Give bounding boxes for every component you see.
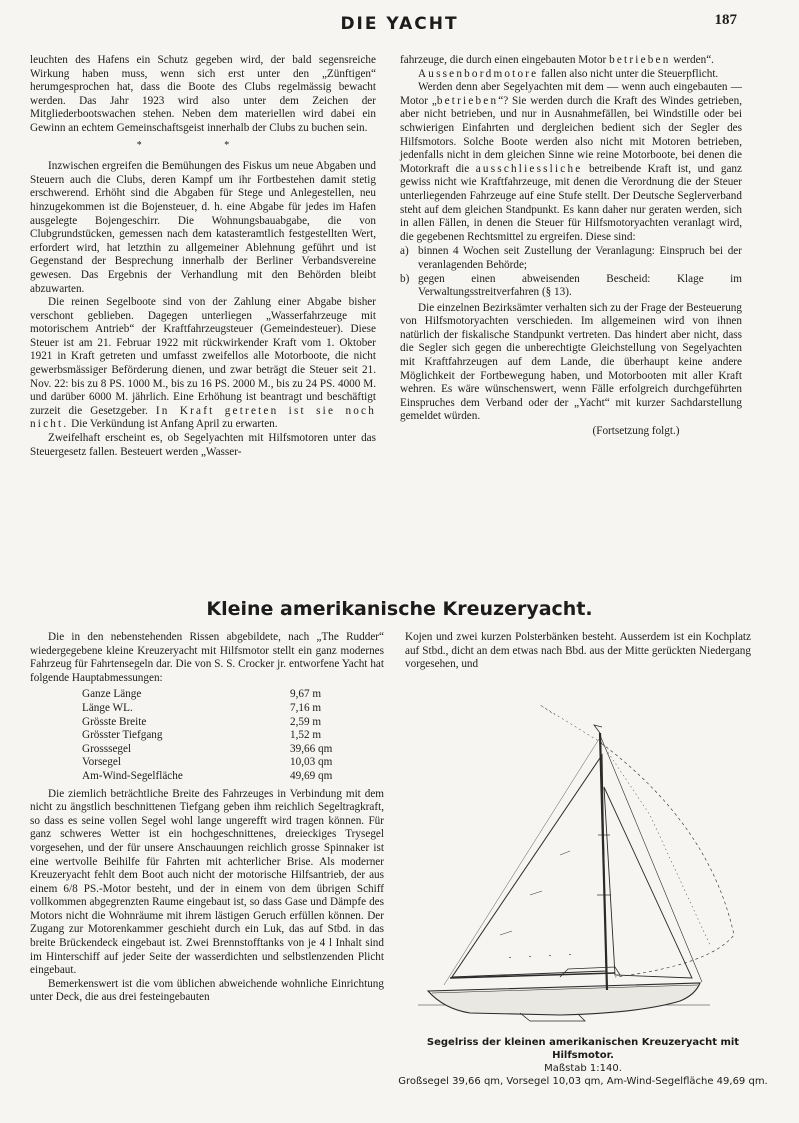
caption-sail-areas: Großsegel 39,66 qm, Vorsegel 10,03 qm, Am-Wind-Segelfläche 49,69 qm.: [398, 1076, 768, 1087]
running-head: [0, 12, 799, 36]
table-row: [82, 702, 332, 716]
paragraph-text: “? Sie werden durch die Kraft des Windes getrieben, aber nicht betrieben, und nur in Ausnahmefällen, bei Windstille oder bei schwierigen Einfahrten und dergleichen bedient sich der Segler des Hilfsmotors. Solche Boote werden also nicht mit Motoren betrieben, jedenfalls nicht in dem gleichen Sinne wie reine Motorboote, bei denen die Motorkraft die: [400, 94, 742, 175]
batten: [560, 851, 570, 855]
paragraph-text: betreibende Kraft ist, und ganz gewiss nicht wie Kraftfahrzeuge, mit denen die Verordnung die der Steuer unterliegenden Fahrzeuge auf eine Stufe stellt. Der Deutsche Seglerverband steht auf dem gleichen Standpunkt. Es kann daher nur geraten werden, sich in allen Fällen, in denen die Steuer für Hilfsmotoryachten veranlagt wird, die gegebenen Rechtsmittel zu ergreifen. Diese sind:: [400, 162, 742, 243]
paragraph: [400, 81, 742, 244]
list-marker: b): [400, 272, 410, 285]
paragraph: [400, 68, 742, 82]
topsail-outline: [540, 705, 602, 743]
table-row: [82, 716, 332, 730]
emphasized-text: betrieben: [436, 94, 499, 107]
forestay: [600, 735, 702, 982]
mainsail: [452, 755, 606, 977]
list-item-text: gegen einen abweisenden Bescheid: Klage im Verwaltungsstreitverfahren (§ 13).: [418, 272, 742, 299]
list-item: [400, 273, 742, 300]
batten: [500, 931, 512, 935]
dimension-value: 10,03 qm: [290, 756, 333, 769]
dimension-value: 9,67 m: [290, 688, 322, 701]
hull-outline: [428, 983, 700, 1015]
paragraph: leuchten des Hafens ein Schutz gegeben wird, der bald segensreiche Wirkung haben muss, wenn sich erst unter den „Zünftigen“ herumgesprochen hat, dass die Boote des Clubs regelmässig bewacht werden. Das Jahr 1923 wird also unter dem Zeichen der Mitgliederbootswachen stehen. Neben dem materiellen wird dabei ein Gewinn an echtem Gemeinschaftsgeist innerhalb der Clubs zu buchen sein.: [30, 54, 376, 134]
paragraph-text: Werden denn aber Segelyachten mit dem — wenn auch eingebauten — Motor „: [400, 81, 742, 107]
emphasized-text: ausschliessliche: [475, 162, 583, 175]
magazine-title: DIE YACHT: [340, 14, 459, 34]
column-top-right: [400, 54, 742, 439]
table-row: [82, 756, 332, 770]
batten: [530, 891, 542, 895]
dimension-value: 7,16 m: [290, 701, 322, 714]
table-row: [82, 743, 332, 757]
page-number: 187: [714, 12, 737, 28]
table-row: [82, 729, 332, 743]
paragraph-text: werden“.: [673, 54, 714, 66]
paragraph: Die einzelnen Bezirksämter verhalten sich zu der Frage der Besteuerung von Hilfsmotoryachten verschieden. Im allgemeinen wird von ihnen natürlich der fiskalische Standpunkt vertreten. Das hindert aber nicht, dass die Segler sich gegen die unberechtigte Gleichstellung von Segelyachten mit Kraftfahrzeugen auf dem Lande, die überhaupt keine andere Möglichkeit der Fortbewegung haben, und Motorbooten mit aller Kraft wehren. Es wäre wünschenswert, wenn Fälle erfolgreich durchgeführten Einspruches dem Verband oder der „Yacht“ mit kurzer Sachdarstellung gemeldet würden.: [400, 301, 742, 423]
dimension-value: 39,66 qm: [290, 742, 333, 755]
paragraph: Kojen und zwei kurzen Polsterbänken besteht. Ausserdem ist ein Kochplatz auf Stbd., dicht an dem etwas nach Bbd. aus der Mitte gerückten Niedergang vorgesehen, und: [405, 631, 751, 671]
mast-pennant: [594, 725, 602, 733]
dimension-label: Länge WL.: [82, 701, 133, 714]
dimension-value: 2,59 m: [290, 715, 322, 728]
dimension-label: Am-Wind-Segelfläche: [82, 769, 183, 782]
dimension-label: Grosssegel: [82, 742, 132, 755]
dimension-value: 1,52 m: [290, 729, 322, 742]
paragraph: Die in den nebenstehenden Rissen abgebildete, nach „The Rudder“ wiedergegebene kleine Kreuzeryacht mit Hilfsmotor stellt ein ganz modernes Fahrzeug für Fahrtensegeln dar. Die von S. S. Crocker jr. entworfene Yacht hat folgende Hauptabmessungen:: [30, 631, 384, 684]
paragraph: Inzwischen ergreifen die Bemühungen des Fiskus um neue Abgaben und Steuern auch die Clubs, deren Kampf um ihr Fortbestehen damit stetig erschwerend. Erhöht sind die Abgaben für Stege und Anlegestellen, neu hinzugekommen ist die Bojensteuer, d. h. eine Abgabe für jedes im Hafen ausgelegte Bojengeschirr. Die Wohnungsbauabgabe, die von Clubgrundstücken, gemessen nach dem katasteramtlich festgestellten Wert, erfordert wird, hat letzthin zu allgemeiner Ablehnung geführt und ist Gegenstand der Besprechung innerhalb der Berliner Verbandsvereine gewesen. Das Ergebnis der Verhandlung mit den Behörden bleibt abzuwarten.: [30, 160, 376, 295]
dimension-label: Ganze Länge: [82, 688, 142, 701]
spinnaker-outline: [601, 743, 734, 977]
dimension-label: Grösster Tiefgang: [82, 729, 163, 742]
paragraph-text: fahrzeuge, die durch einen eingebauten Motor: [400, 54, 607, 66]
dimension-label: Vorsegel: [82, 756, 121, 769]
paragraph: Bemerkenswert ist die vom üblichen abweichende wohnliche Einrichtung unter Deck, die aus drei festeingebauten: [30, 977, 384, 1004]
column-top-left: [30, 54, 376, 459]
continued-note: (Fortsetzung folgt.): [592, 425, 680, 438]
emphasized-text: Aussenbordmotore: [418, 67, 539, 80]
sail-plan-drawing: [410, 695, 758, 1025]
paragraph-text: fallen also nicht unter die Steuerpflicht.: [541, 67, 719, 80]
dimensions-table: [82, 688, 332, 783]
list-item: [400, 245, 742, 272]
backstay: [444, 739, 599, 985]
dimension-value: 49,69 qm: [290, 769, 333, 782]
article-title: Kleine amerikanische Kreuzeryacht.: [206, 598, 593, 620]
section-divider-stars: * *: [136, 139, 270, 151]
paragraph-text: Die Verkündung ist Anfang April zu erwarten.: [71, 418, 278, 431]
table-row: [82, 770, 332, 784]
caption-title: Segelriss der kleinen amerikanischen Kreuzeryacht mit Hilfsmotor.: [426, 1037, 740, 1061]
dimension-label: Grösste Breite: [82, 715, 147, 728]
paragraph: [400, 54, 742, 68]
caption-scale: Maßstab 1:140.: [544, 1063, 622, 1074]
paragraph: Zweifelhaft erscheint es, ob Segelyachten mit Hilfsmotoren unter das Steuergesetz fallen. Besteuert werden „Wasser-: [30, 432, 376, 458]
jib: [604, 787, 692, 978]
list-marker: a): [400, 245, 409, 258]
list-item-text: binnen 4 Wochen seit Zustellung der Veranlagung: Einspruch bei der veranlagenden Behörde;: [418, 245, 742, 271]
reef-points: [510, 954, 570, 958]
emphasized-text: betrieben: [609, 54, 671, 66]
table-row: [82, 688, 332, 702]
legal-remedies-list: [400, 245, 742, 299]
genoa-outline: [603, 745, 710, 945]
paragraph: Die ziemlich beträchtliche Breite des Fahrzeuges in Verbindung mit dem nicht zu ängstlich beschnittenen Tiefgang geben ihm reichlich Segeltragkraft, so dass es seine vollen Segel wohl lange ungerefft wird tragen können. Für ganz schweres Wetter ist ein hochgeschnittenes, dreieckiges Trysegel vorgesehen, und der für unsere Anschauungen reichlich grosse Spinnaker ist eine wertvolle Beihilfe für Fahrten mit achterlicher Brise. Als moderner Kreuzeryacht fehlt dem Boot auch nicht der motorische Hilfsantrieb, der aus einem 6/8 PS.-Motor besteht, und der in einem von dem übrigen Schiff vollkommen abgegrenzten Raume eingebaut ist, so dass Gase und Dämpfe des Motors nicht die Wohnräume mit ihrem lästigen Geruch erfüllen können. Der Zugang zur Motorenkammer geschieht durch ein Luk, das auf Stbd. in das breite Brückendeck eingebaut ist. Zwei Brennstofftanks von je 4 l Inhalt sind im Hinterschiff auf jeder Seite der wasserdichten und selbstlenzenden Plicht eingebaut.: [30, 787, 384, 977]
column-bottom-left: [30, 631, 384, 1005]
figure-caption: [398, 1036, 768, 1088]
emphasized-text: In Kraft getreten ist sie noch nicht.: [30, 404, 376, 431]
paragraph: [30, 296, 376, 432]
column-bottom-right: [405, 631, 751, 672]
paragraph-text: Die reinen Segelboote sind von der Zahlung einer Abgabe bisher verschont geblieben. Dagegen unterliegen „Wasserfahrzeuge mit motorischem Antrieb“ der Kraftfahrzeugsteuer (Gemeindesteuer). Diese Steuer ist am 21. Februar 1922 mit rückwirkender Kraft vom 1. Oktober 1921 in Kraft getreten und umfasst zweifellos alle Motorboote, die nicht gewerbsmässiger Beförderung dienen, und zwar beträgt die Steuer seit 21. Nov. 22: bis zu 8 PS. 1000 M., bis zu 16 PS. 2000 M., bis zu 24 PS. 4000 M. und darüber 6000 M. jährlich. Eine Erhöhung ist beantragt und beschäftigt zurzeit die Gesetzgeber.: [30, 296, 376, 417]
